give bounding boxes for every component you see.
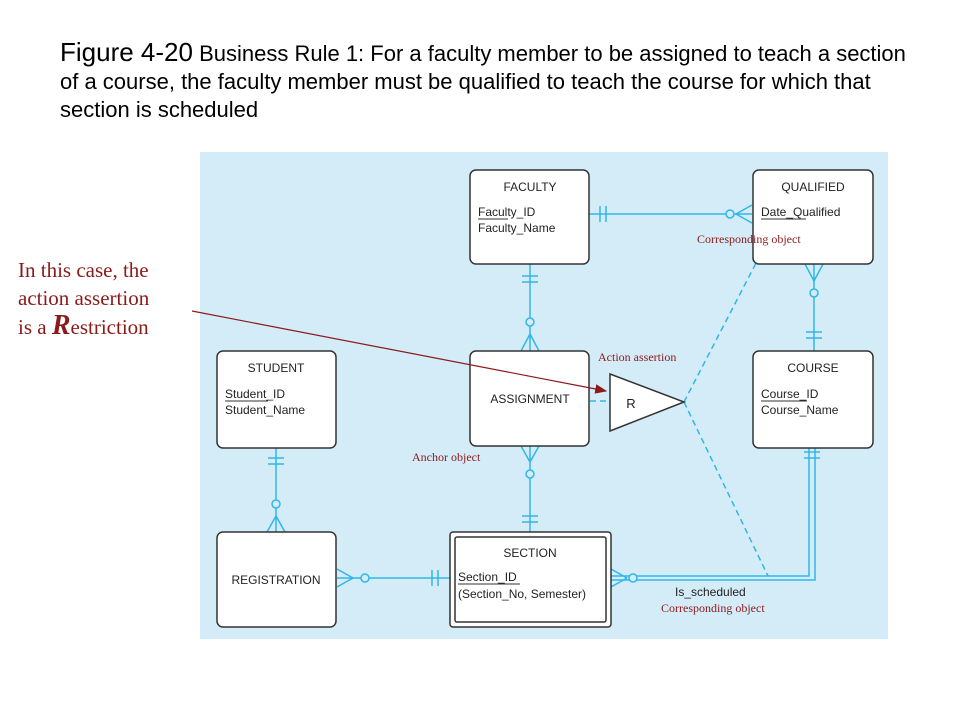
faculty-name: FACULTY [503, 180, 557, 194]
course-name-attr: Course_Name [761, 403, 839, 417]
section-id: Section_ID [458, 570, 517, 584]
callout-big-r: R [51, 310, 71, 341]
course-id: Course_ID [761, 387, 819, 401]
callout-text [18, 256, 198, 341]
callout-line-3 [18, 312, 198, 341]
faculty-name-attr: Faculty_Name [478, 221, 556, 235]
course-name: COURSE [787, 361, 839, 375]
figure-number: Figure 4-20 [60, 37, 193, 67]
callout-line-3-pre: is a [18, 315, 52, 339]
student-name-attr: Student_Name [225, 403, 306, 417]
is-scheduled-label: Is_scheduled [675, 585, 746, 599]
callout-line-2: action assertion [18, 286, 150, 310]
faculty-id: Faculty_ID [478, 205, 536, 219]
figure-caption: Business Rule 1: For a faculty member to be assigned to teach a section of a course, the faculty member must be qualified to teach the course for which that section is scheduled [60, 41, 906, 122]
student-id: Student_ID [225, 387, 286, 401]
corresponding-object-top-label: Corresponding object [697, 232, 801, 246]
anchor-object-label: Anchor object [412, 450, 481, 464]
registration-name: REGISTRATION [231, 573, 321, 587]
callout-line-1: In this case, the [18, 258, 149, 282]
callout-line-3-post: estriction [70, 315, 149, 339]
restriction-r-label: R [626, 396, 636, 411]
action-assertion-label: Action assertion [598, 350, 677, 364]
student-name: STUDENT [247, 361, 305, 375]
assignment-name: ASSIGNMENT [490, 392, 570, 406]
corresponding-object-bottom-label: Corresponding object [661, 601, 765, 615]
section-name: SECTION [503, 546, 557, 560]
qualified-name: QUALIFIED [781, 180, 845, 194]
date-qualified-attr: Date_Qualified [761, 205, 841, 219]
section-no-semester: (Section_No, Semester) [458, 587, 587, 601]
